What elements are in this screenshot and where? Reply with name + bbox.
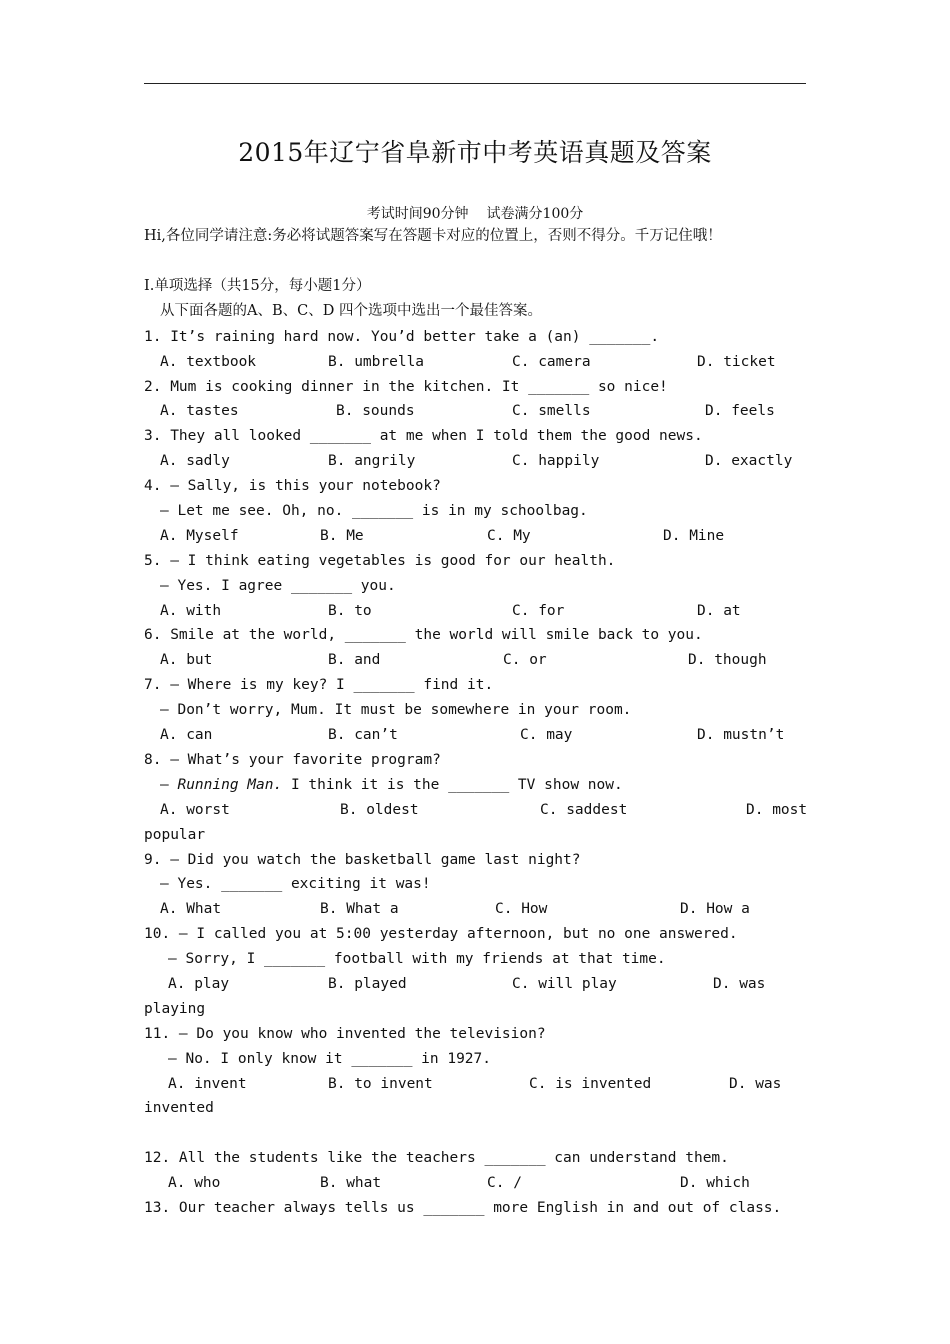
- option-d: D. How a: [680, 901, 750, 917]
- option-d: D. at: [697, 603, 741, 619]
- option-b: B. to: [328, 603, 372, 619]
- exam-info: [0, 203, 950, 223]
- option-b: B. angrily: [328, 453, 416, 469]
- question-stem: 6. Smile at the world, _______ the world will smile back to you.: [144, 627, 703, 643]
- option-c: C. /: [487, 1175, 522, 1191]
- option-b: B. Me: [320, 528, 364, 544]
- section-heading: Ⅰ.单项选择（共15分，每小题1分）: [144, 278, 371, 294]
- question-stem: 7. — Where is my key? I _______ find it.: [144, 677, 494, 693]
- option-b: B. to invent: [328, 1076, 433, 1092]
- question-stem: 5. — I think eating vegetables is good for our health.: [144, 553, 616, 569]
- option-b: B. sounds: [336, 403, 415, 419]
- option-d: D. ticket: [697, 354, 776, 370]
- question-stem-reply: — Let me see. Oh, no. _______ is in my schoolbag.: [160, 503, 588, 519]
- question-stem: 3. They all looked _______ at me when I told them the good news.: [144, 428, 703, 444]
- option-c: C. How: [495, 901, 548, 917]
- question-stem: 9. — Did you watch the basketball game last night?: [144, 852, 581, 868]
- header-rule: [144, 83, 806, 84]
- option-a: A. but: [160, 652, 213, 668]
- option-a: A. What: [160, 901, 222, 917]
- option-a: A. play: [168, 976, 230, 992]
- option-d: D. which: [680, 1175, 750, 1191]
- question-stem: 11. — Do you know who invented the television?: [144, 1026, 546, 1042]
- option-a: A. textbook: [160, 354, 257, 370]
- option-c: C. saddest: [540, 802, 628, 818]
- option-c: C. or: [503, 652, 547, 668]
- option-c: C. happily: [512, 453, 600, 469]
- option-a: A. who: [168, 1175, 221, 1191]
- exam-time: 考试时间90分钟: [366, 206, 469, 222]
- option-a: A. can: [160, 727, 213, 743]
- option-d: D. Mine: [663, 528, 725, 544]
- question-stem-reply: — Running Man. I think it is the _______ TV show now.: [160, 777, 623, 793]
- question-stem: 2. Mum is cooking dinner in the kitchen. It _______ so nice!: [144, 379, 668, 395]
- option-c: C. is invented: [529, 1076, 652, 1092]
- option-wrap: playing: [144, 1001, 206, 1017]
- option-d: D. mustn’t: [697, 727, 785, 743]
- section-instruction: 从下面各题的A、B、C、D 四个选项中选出一个最佳答案。: [160, 303, 542, 319]
- page-title: 2015年辽宁省阜新市中考英语真题及答案: [238, 138, 712, 167]
- option-d: D. most: [746, 802, 808, 818]
- option-d: D. feels: [705, 403, 775, 419]
- option-a: A. tastes: [160, 403, 239, 419]
- option-b: B. What a: [320, 901, 399, 917]
- option-b: B. umbrella: [328, 354, 425, 370]
- option-wrap: invented: [144, 1100, 214, 1116]
- option-b: B. what: [320, 1175, 382, 1191]
- question-stem-reply: — Yes. I agree _______ you.: [160, 578, 396, 594]
- option-b: B. and: [328, 652, 381, 668]
- option-b: B. played: [328, 976, 407, 992]
- option-a: A. with: [160, 603, 222, 619]
- question-stem-reply: — Sorry, I _______ football with my friends at that time.: [168, 951, 666, 967]
- question-stem: 1. It’s raining hard now. You’d better take a (an) _______.: [144, 329, 660, 345]
- option-d: D. was: [713, 976, 766, 992]
- option-c: C. may: [520, 727, 573, 743]
- question-stem-reply: — No. I only know it _______ in 1927.: [168, 1051, 492, 1067]
- option-a: A. worst: [160, 802, 230, 818]
- option-c: C. for: [512, 603, 565, 619]
- option-a: A. Myself: [160, 528, 239, 544]
- option-c: C. will play: [512, 976, 617, 992]
- question-stem: 12. All the students like the teachers _______ can understand them.: [144, 1150, 729, 1166]
- exam-score: 试卷满分100分: [486, 206, 584, 222]
- option-a: A. sadly: [160, 453, 230, 469]
- option-c: C. camera: [512, 354, 591, 370]
- question-stem-reply: — Yes. _______ exciting it was!: [160, 876, 431, 892]
- option-c: C. My: [487, 528, 531, 544]
- option-d: D. though: [688, 652, 767, 668]
- program-title: Running Man.: [177, 777, 283, 793]
- option-wrap: popular: [144, 827, 206, 843]
- question-stem: 4. — Sally, is this your notebook?: [144, 478, 441, 494]
- question-stem: 10. — I called you at 5:00 yesterday afternoon, but no one answered.: [144, 926, 738, 942]
- option-d: D. was: [729, 1076, 782, 1092]
- reply-rest: I think it is the _______ TV show now.: [282, 777, 623, 793]
- notice-text: Hi,各位同学请注意:务必将试题答案写在答题卡对应的位置上，否则不得分。千万记住哦！: [144, 228, 722, 244]
- option-d: D. exactly: [705, 453, 793, 469]
- question-stem: 8. — What’s your favorite program?: [144, 752, 441, 768]
- option-b: B. can’t: [328, 727, 398, 743]
- option-b: B. oldest: [340, 802, 419, 818]
- option-a: A. invent: [168, 1076, 247, 1092]
- question-stem-reply: — Don’t worry, Mum. It must be somewhere in your room.: [160, 702, 632, 718]
- question-stem: 13. Our teacher always tells us _______ more English in and out of class.: [144, 1200, 782, 1216]
- option-c: C. smells: [512, 403, 591, 419]
